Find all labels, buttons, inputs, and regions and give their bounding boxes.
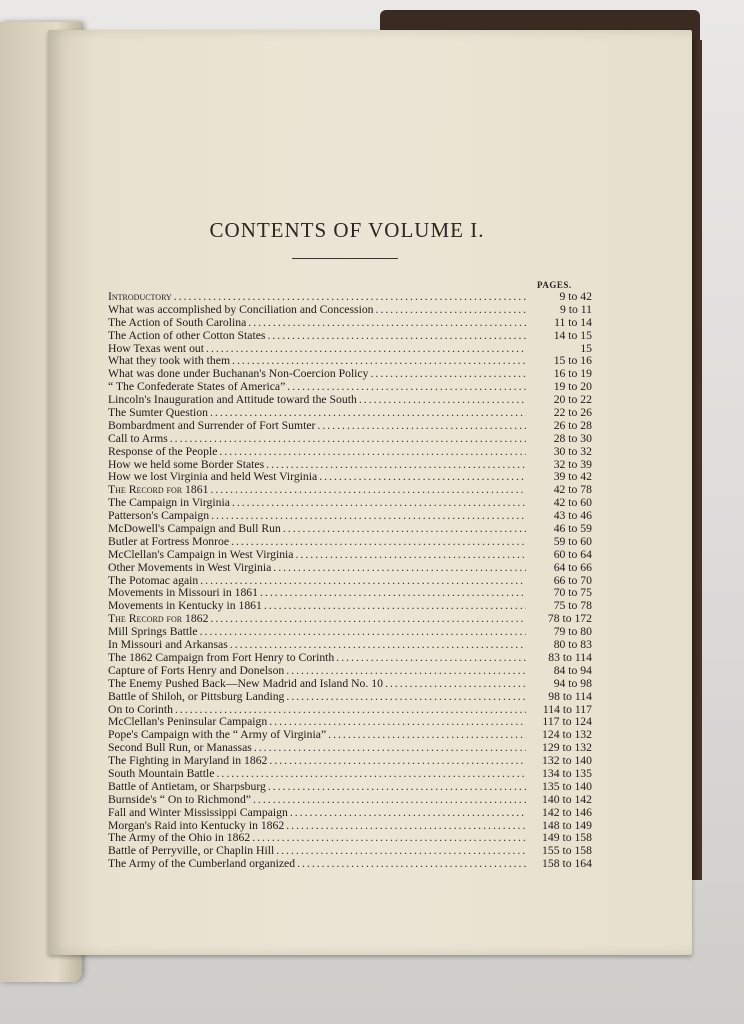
toc-entry-title: “ The Confederate States of America”	[108, 381, 286, 394]
toc-entry-title: The Enemy Pushed Back—New Madrid and Island No. 10	[108, 677, 383, 690]
toc-entry	[108, 858, 592, 871]
toc-entry	[108, 781, 592, 794]
toc-entry-title: How we lost Virginia and held West Virginia	[108, 471, 318, 484]
toc-entry-title: Fall and Winter Mississippi Campaign	[108, 806, 288, 819]
toc-entry	[108, 678, 592, 691]
toc-entry-pages: 22 to 26	[553, 407, 592, 420]
toc-entry-title: The Record for 1861	[108, 484, 209, 497]
toc-entry	[108, 755, 592, 768]
toc-entry	[108, 626, 592, 639]
toc-entry	[108, 420, 592, 433]
toc-entry-title: Burnside's “ On to Richmond”	[108, 793, 251, 806]
toc-entry-title: The Record for 1862	[108, 613, 209, 626]
toc-entry	[108, 562, 592, 575]
toc-entry-title: Lincoln's Inauguration and Attitude toward the South	[108, 394, 357, 407]
toc-entry-pages: 15 to 16	[553, 355, 592, 368]
toc-entry-title: Capture of Forts Henry and Donelson	[108, 664, 285, 677]
dot-leader	[206, 343, 526, 356]
toc-entry	[108, 497, 592, 510]
toc-entry	[108, 433, 592, 446]
toc-entry-title: The Campaign in Virginia	[108, 497, 230, 510]
toc-entry-title: Patterson's Campaign	[108, 510, 210, 523]
toc-entry	[108, 549, 592, 562]
toc-entry-pages: 60 to 64	[553, 548, 592, 561]
toc-entry	[108, 407, 592, 420]
toc-entry	[108, 600, 592, 613]
toc-entry-title: Movements in Kentucky in 1861	[108, 600, 262, 613]
dot-leader	[273, 562, 526, 575]
toc-entry-pages: 148 to 149	[542, 819, 592, 832]
dot-leader	[376, 304, 526, 317]
toc-entry-title: What was accomplished by Conciliation and Concession	[108, 303, 374, 316]
toc-entry-title: Movements in Missouri in 1861	[108, 587, 258, 600]
toc-entry-pages: 9 to 42	[559, 291, 592, 303]
toc-entry	[108, 768, 592, 781]
dot-leader	[254, 742, 526, 755]
toc-entry	[108, 291, 592, 304]
toc-entry-pages: 19 to 20	[553, 381, 592, 394]
toc-entry	[108, 704, 592, 717]
toc-entry-pages: 132 to 140	[542, 755, 592, 768]
dot-leader	[336, 652, 526, 665]
toc-entry-pages: 11 to 14	[554, 316, 592, 329]
toc-entry-pages: 26 to 28	[553, 419, 592, 432]
toc-entry-title: South Mountain Battle	[108, 767, 215, 780]
toc-entry-title: Battle of Shiloh, or Pittsburg Landing	[108, 690, 285, 703]
dot-leader	[276, 845, 526, 858]
dot-leader	[290, 807, 526, 820]
toc-entry-pages: 79 to 80	[553, 626, 592, 639]
toc-entry-title: McClellan's Campaign in West Virginia	[108, 548, 294, 561]
toc-entry-title: The Army of the Cumberland organized	[108, 858, 296, 871]
dot-leader	[231, 536, 526, 549]
toc-entry-pages: 135 to 140	[542, 780, 592, 793]
dot-leader	[319, 471, 526, 484]
toc-entry-pages: 39 to 42	[553, 471, 592, 484]
toc-entry	[108, 807, 592, 820]
toc-entry-title: Morgan's Raid into Kentucky in 1862	[108, 819, 285, 832]
toc-entry	[108, 832, 592, 845]
dot-leader	[216, 768, 526, 781]
toc-entry	[108, 716, 592, 729]
toc-entry-title: Other Movements in West Virginia	[108, 561, 272, 574]
toc-entry-title: Response of the People	[108, 445, 218, 458]
toc-entry	[108, 820, 592, 833]
toc-entry	[108, 471, 592, 484]
toc-entry	[108, 639, 592, 652]
dot-leader	[266, 459, 526, 472]
toc-entry	[108, 536, 592, 549]
toc-entry	[108, 459, 592, 472]
toc-entry-pages: 129 to 132	[542, 742, 592, 755]
dot-leader	[286, 665, 526, 678]
toc-entry	[108, 484, 592, 497]
toc-entry-title: The Action of South Carolina	[108, 316, 247, 329]
dot-leader	[210, 613, 526, 626]
toc-entry-title: Mill Springs Battle	[108, 626, 198, 639]
dot-leader	[170, 433, 526, 446]
dot-leader	[210, 407, 526, 420]
toc-entry-title: The 1862 Campaign from Fort Henry to Corinth	[108, 651, 335, 664]
toc-entry-title: What they took with them	[108, 355, 231, 368]
toc-entry-title: Call to Arms	[108, 432, 168, 445]
toc-entry-title: The Potomac again	[108, 574, 199, 587]
dot-leader	[260, 587, 526, 600]
dot-leader	[370, 368, 526, 381]
dot-leader	[252, 832, 526, 845]
dot-leader	[219, 446, 526, 459]
toc-entry-pages: 149 to 158	[542, 832, 592, 845]
toc-entry-title: How we held some Border States	[108, 458, 265, 471]
dot-leader	[286, 691, 526, 704]
dot-leader	[297, 858, 526, 871]
toc-entry	[108, 587, 592, 600]
toc-entry-pages: 28 to 30	[553, 432, 592, 445]
dot-leader	[359, 394, 526, 407]
toc-entry	[108, 523, 592, 536]
toc-entry-title: On to Corinth	[108, 703, 173, 716]
dot-leader	[200, 626, 526, 639]
dot-leader	[317, 420, 526, 433]
toc-entry-pages: 158 to 164	[542, 858, 592, 871]
toc-entry-pages: 80 to 83	[553, 639, 592, 652]
dot-leader	[269, 755, 526, 768]
table-of-contents	[108, 291, 592, 871]
toc-entry-pages: 155 to 158	[542, 845, 592, 858]
toc-entry-pages: 142 to 146	[542, 806, 592, 819]
dot-leader	[210, 484, 526, 497]
toc-entry-title: The Fighting in Maryland in 1862	[108, 755, 268, 768]
toc-entry-pages: 16 to 19	[553, 368, 592, 381]
toc-entry-pages: 43 to 46	[553, 510, 592, 523]
toc-entry-title: In Missouri and Arkansas	[108, 639, 228, 652]
toc-entry-title: What was done under Buchanan's Non-Coercion Policy	[108, 368, 369, 381]
dot-leader	[253, 794, 526, 807]
toc-entry	[108, 343, 592, 356]
toc-entry	[108, 368, 592, 381]
toc-entry	[108, 575, 592, 588]
toc-entry-title: Introductory	[108, 291, 172, 303]
dot-leader	[296, 549, 527, 562]
toc-entry-pages: 42 to 60	[553, 497, 592, 510]
toc-entry-pages: 75 to 78	[553, 600, 592, 613]
title-rule	[292, 258, 398, 259]
toc-entry-pages: 30 to 32	[553, 445, 592, 458]
toc-entry-title: Battle of Perryville, or Chaplin Hill	[108, 845, 275, 858]
toc-entry-pages: 83 to 114	[548, 651, 592, 664]
toc-entry-pages: 46 to 59	[553, 523, 592, 536]
toc-entry-pages: 98 to 114	[548, 690, 592, 703]
toc-entry-pages: 70 to 75	[553, 587, 592, 600]
dot-leader	[268, 781, 526, 794]
dot-leader	[269, 716, 526, 729]
dot-leader	[248, 317, 526, 330]
toc-entry	[108, 652, 592, 665]
toc-entry-title: Bombardment and Surrender of Fort Sumter	[108, 419, 316, 432]
dot-leader	[232, 497, 526, 510]
toc-entry	[108, 317, 592, 330]
toc-entry-title: Pope's Campaign with the “ Army of Virginia”	[108, 729, 327, 742]
toc-entry-pages: 84 to 94	[553, 664, 592, 677]
dot-leader	[200, 575, 526, 588]
toc-entry	[108, 355, 592, 368]
toc-entry-pages: 78 to 172	[547, 613, 592, 626]
toc-entry-title: How Texas went out	[108, 342, 205, 355]
dot-leader	[230, 639, 526, 652]
toc-entry	[108, 691, 592, 704]
toc-entry-title: The Sumter Question	[108, 407, 208, 420]
dot-leader	[175, 704, 526, 717]
toc-entry-pages: 59 to 60	[553, 535, 592, 548]
toc-entry	[108, 729, 592, 742]
page-title: CONTENTS OF VOLUME I.	[209, 218, 485, 242]
dot-leader	[328, 729, 526, 742]
dot-leader	[267, 330, 526, 343]
toc-entry-pages: 117 to 124	[542, 716, 592, 729]
toc-entry	[108, 510, 592, 523]
toc-entry-pages: 15	[580, 342, 592, 355]
toc-entry-pages: 20 to 22	[553, 394, 592, 407]
toc-entry-pages: 32 to 39	[553, 458, 592, 471]
toc-entry-title: McClellan's Peninsular Campaign	[108, 716, 268, 729]
dot-leader	[283, 523, 526, 536]
toc-entry-title: The Action of other Cotton States	[108, 329, 266, 342]
toc-entry-pages: 9 to 11	[559, 303, 592, 316]
toc-entry	[108, 446, 592, 459]
toc-entry-pages: 124 to 132	[542, 729, 592, 742]
toc-entry-pages: 66 to 70	[553, 574, 592, 587]
dot-leader	[264, 600, 526, 613]
dot-leader	[232, 355, 526, 368]
toc-entry-title: Battle of Antietam, or Sharpsburg	[108, 780, 266, 793]
toc-entry	[108, 330, 592, 343]
toc-entry-pages: 140 to 142	[542, 793, 592, 806]
toc-entry-title: McDowell's Campaign and Bull Run	[108, 523, 281, 536]
toc-entry-title: The Army of the Ohio in 1862	[108, 832, 251, 845]
toc-entry	[108, 613, 592, 626]
pages-column-header: PAGES.	[537, 280, 572, 290]
dot-leader	[286, 820, 526, 833]
toc-entry-title: Butler at Fortress Monroe	[108, 535, 230, 548]
toc-entry	[108, 845, 592, 858]
toc-entry-pages: 42 to 78	[553, 484, 592, 497]
dot-leader	[174, 291, 526, 304]
toc-entry-pages: 134 to 135	[542, 767, 592, 780]
toc-entry-pages: 64 to 66	[553, 561, 592, 574]
dot-leader	[211, 510, 526, 523]
toc-entry-pages: 14 to 15	[553, 329, 592, 342]
toc-entry-pages: 114 to 117	[542, 703, 592, 716]
toc-entry	[108, 381, 592, 394]
toc-entry-title: Second Bull Run, or Manassas	[108, 742, 252, 755]
dot-leader	[385, 678, 526, 691]
toc-entry	[108, 394, 592, 407]
toc-entry	[108, 794, 592, 807]
dot-leader	[287, 381, 526, 394]
toc-entry	[108, 742, 592, 755]
toc-entry-pages: 94 to 98	[553, 677, 592, 690]
toc-entry	[108, 665, 592, 678]
toc-entry	[108, 304, 592, 317]
